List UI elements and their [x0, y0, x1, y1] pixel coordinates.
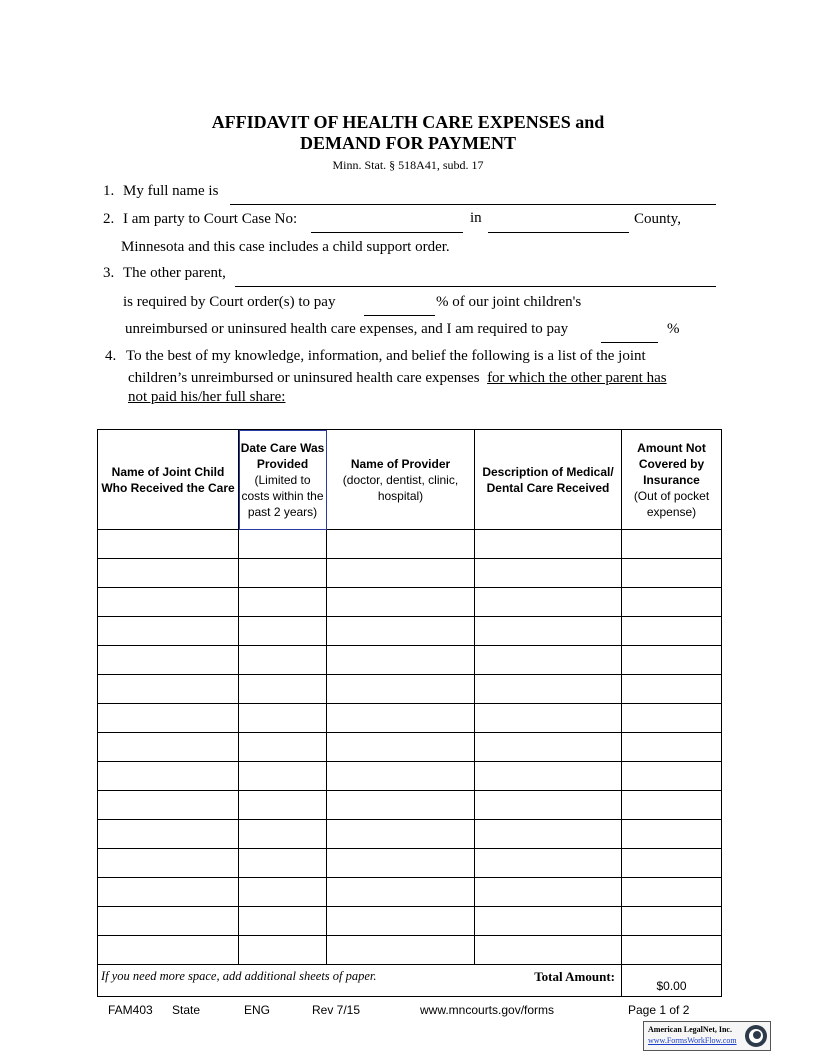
item2-in-label: in	[470, 210, 482, 226]
date-cell[interactable]	[239, 820, 327, 849]
more-space-note: If you need more space, add additional sheets of paper.	[101, 969, 377, 983]
court-case-number-field[interactable]	[311, 232, 463, 233]
provider-cell[interactable]	[327, 559, 475, 588]
date-cell[interactable]	[239, 878, 327, 907]
child-name-cell[interactable]	[98, 588, 239, 617]
amount-cell[interactable]	[622, 530, 722, 559]
footer-language: ENG	[244, 1003, 271, 1017]
description-cell[interactable]	[475, 907, 622, 936]
date-cell[interactable]	[239, 733, 327, 762]
table-row	[98, 849, 722, 878]
description-cell[interactable]	[475, 878, 622, 907]
child-name-cell[interactable]	[98, 849, 239, 878]
amount-cell[interactable]	[622, 907, 722, 936]
table-row	[98, 762, 722, 791]
amount-cell[interactable]	[622, 849, 722, 878]
amount-cell[interactable]	[622, 762, 722, 791]
header-description: Description of Medical/ Dental Care Received	[475, 430, 622, 530]
description-cell[interactable]	[475, 675, 622, 704]
date-cell[interactable]	[239, 849, 327, 878]
child-name-cell[interactable]	[98, 907, 239, 936]
amount-cell[interactable]	[622, 936, 722, 965]
county-field[interactable]	[488, 232, 629, 233]
amount-cell[interactable]	[622, 617, 722, 646]
item3-required-text: is required by Court order(s) to pay	[123, 294, 336, 310]
header-date-care: Date Care Was Provided (Limited to costs within the past 2 years)	[239, 430, 327, 530]
item4-line3: not paid his/her full share:	[128, 389, 286, 405]
table-row	[98, 646, 722, 675]
footer-form-number: FAM403	[108, 1003, 153, 1017]
provider-cell[interactable]	[327, 849, 475, 878]
brand-stamp	[643, 1021, 771, 1051]
amount-cell[interactable]	[622, 675, 722, 704]
child-name-cell[interactable]	[98, 791, 239, 820]
amount-cell[interactable]	[622, 733, 722, 762]
description-cell[interactable]	[475, 530, 622, 559]
provider-cell[interactable]	[327, 530, 475, 559]
table-row	[98, 617, 722, 646]
expense-table	[97, 429, 722, 997]
table-row	[98, 559, 722, 588]
description-cell[interactable]	[475, 849, 622, 878]
date-cell[interactable]	[239, 559, 327, 588]
child-name-cell[interactable]	[98, 762, 239, 791]
brand-logo-icon	[744, 1024, 768, 1048]
child-name-cell[interactable]	[98, 878, 239, 907]
date-cell[interactable]	[239, 936, 327, 965]
date-cell[interactable]	[239, 646, 327, 675]
item4-line1: To the best of my knowledge, information, and belief the following is a list of the joint	[126, 348, 646, 364]
item2-label: I am party to Court Case No:	[123, 211, 298, 227]
child-name-cell[interactable]	[98, 646, 239, 675]
amount-cell[interactable]	[622, 791, 722, 820]
date-cell[interactable]	[239, 907, 327, 936]
description-cell[interactable]	[475, 733, 622, 762]
child-name-cell[interactable]	[98, 733, 239, 762]
amount-cell[interactable]	[622, 820, 722, 849]
header-amount: Amount Not Covered by Insurance (Out of pocket expense)	[622, 430, 722, 530]
item3-unreimbursed-text: unreimbursed or uninsured health care expenses, and I am required to pay	[125, 321, 569, 337]
provider-cell[interactable]	[327, 733, 475, 762]
child-name-cell[interactable]	[98, 936, 239, 965]
total-label-cell	[98, 965, 622, 997]
description-cell[interactable]	[475, 646, 622, 675]
provider-cell[interactable]	[327, 675, 475, 704]
other-parent-percent-field[interactable]	[364, 315, 435, 316]
other-parent-name-field[interactable]	[235, 286, 716, 287]
table-row	[98, 936, 722, 965]
item1-number: 1.	[103, 183, 115, 199]
footer-page-number: Page 1 of 2	[628, 1003, 690, 1017]
date-cell[interactable]	[239, 675, 327, 704]
provider-cell[interactable]	[327, 936, 475, 965]
brand-name: American LegalNet, Inc.	[648, 1025, 732, 1034]
item4-line2-plain: children’s unreimbursed or uninsured health care expenses	[128, 370, 480, 386]
child-name-cell[interactable]	[98, 820, 239, 849]
table-header-row	[98, 430, 722, 530]
my-percent-field[interactable]	[601, 342, 658, 343]
header-provider: Name of Provider (doctor, dentist, clinic, hospital)	[327, 430, 475, 530]
table-row	[98, 878, 722, 907]
amount-cell[interactable]	[622, 588, 722, 617]
provider-cell[interactable]	[327, 820, 475, 849]
description-cell[interactable]	[475, 704, 622, 733]
date-cell[interactable]	[239, 704, 327, 733]
header-child-name: Name of Joint Child Who Received the Care	[98, 430, 239, 530]
provider-cell[interactable]	[327, 907, 475, 936]
provider-cell[interactable]	[327, 617, 475, 646]
description-cell[interactable]	[475, 820, 622, 849]
table-row	[98, 907, 722, 936]
form-title-line2: DEMAND FOR PAYMENT	[300, 133, 516, 153]
item4-line2-underlined: for which the other parent has	[487, 370, 667, 386]
provider-cell[interactable]	[327, 762, 475, 791]
table-row	[98, 820, 722, 849]
table-row	[98, 530, 722, 559]
table-row	[98, 791, 722, 820]
table-row	[98, 733, 722, 762]
date-cell[interactable]	[239, 530, 327, 559]
item2-continuation: Minnesota and this case includes a child support order.	[121, 239, 450, 255]
total-amount-value[interactable]: $0.00	[622, 965, 722, 997]
description-cell[interactable]	[475, 588, 622, 617]
table-total-row	[98, 965, 722, 997]
provider-cell[interactable]	[327, 791, 475, 820]
item3-percent-text: % of our joint children's	[436, 294, 582, 310]
brand-link[interactable]: www.FormsWorkFlow.com	[648, 1036, 737, 1045]
child-name-cell[interactable]	[98, 675, 239, 704]
amount-cell[interactable]	[622, 704, 722, 733]
description-cell[interactable]	[475, 559, 622, 588]
total-amount-label: Total Amount:	[534, 969, 615, 984]
item4-number: 4.	[105, 348, 117, 364]
item2-county-label: County,	[634, 211, 681, 227]
child-name-cell[interactable]	[98, 704, 239, 733]
amount-cell[interactable]	[622, 878, 722, 907]
item2-number: 2.	[103, 211, 115, 227]
amount-cell[interactable]	[622, 559, 722, 588]
table-row	[98, 704, 722, 733]
description-cell[interactable]	[475, 617, 622, 646]
date-cell[interactable]	[239, 791, 327, 820]
child-name-cell[interactable]	[98, 559, 239, 588]
item1-label: My full name is	[123, 183, 219, 199]
table-row	[98, 675, 722, 704]
provider-cell[interactable]	[327, 704, 475, 733]
footer-url: www.mncourts.gov/forms	[420, 1003, 555, 1017]
description-cell[interactable]	[475, 762, 622, 791]
full-name-field[interactable]	[230, 204, 716, 205]
form-title-line1: AFFIDAVIT OF HEALTH CARE EXPENSES and	[211, 112, 605, 132]
item3-number: 3.	[103, 265, 115, 281]
provider-cell[interactable]	[327, 878, 475, 907]
description-cell[interactable]	[475, 936, 622, 965]
provider-cell[interactable]	[327, 646, 475, 675]
item3-percent-sign: %	[667, 321, 680, 337]
provider-cell[interactable]	[327, 588, 475, 617]
statute-reference: Minn. Stat. § 518A41, subd. 17	[332, 158, 484, 172]
item4-line2	[128, 370, 667, 387]
item3-label: The other parent,	[123, 265, 226, 281]
amount-cell[interactable]	[622, 646, 722, 675]
date-cell[interactable]	[239, 588, 327, 617]
date-cell[interactable]	[239, 762, 327, 791]
description-cell[interactable]	[475, 791, 622, 820]
date-cell[interactable]	[239, 617, 327, 646]
child-name-cell[interactable]	[98, 530, 239, 559]
child-name-cell[interactable]	[98, 617, 239, 646]
footer-revision: Rev 7/15	[312, 1003, 361, 1017]
table-row	[98, 588, 722, 617]
footer-state: State	[172, 1003, 201, 1017]
